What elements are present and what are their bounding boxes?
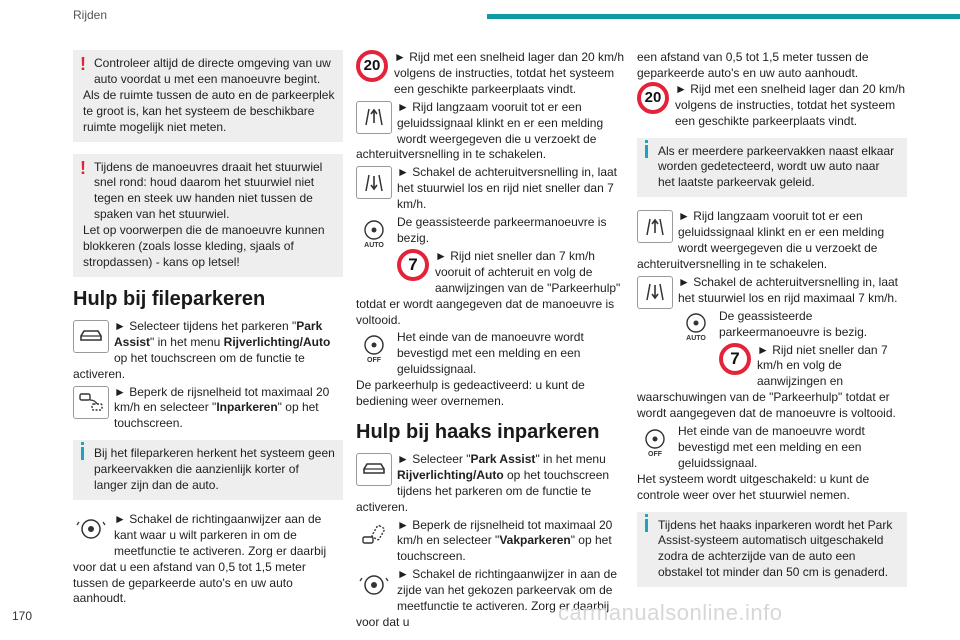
step: ► Selecteer "Park Assist" in het menu Rijverlichting/Auto op het touchscreen tijdens het parkeren om de functie te activeren. — [356, 451, 610, 514]
section-label: Rijden — [73, 8, 108, 22]
step: 7 ► Rijd niet sneller dan 7 km/h en volg de aanwijzingen en waarschuwingen van de "Parkeerhulp" totdat er wordt aangegeven dat de manoeuvre is voltooid. — [637, 342, 896, 421]
info-icon — [81, 447, 84, 460]
warning-icon: ! — [80, 157, 86, 178]
step: ► Rijd langzaam vooruit tot er een geluidssignaal klinkt en er een melding wordt weergegeven die u verzoekt de achteruitversnelling in te schakelen. — [356, 99, 604, 162]
warning-icon: ! — [80, 54, 86, 74]
speed-limit-20-icon: 20 — [356, 50, 388, 82]
step: ► Rijd langzaam vooruit tot er een geluidssignaal klinkt en er een melding wordt weergegeven die u verzoekt de achteruitversnelling in te schakelen. — [637, 209, 885, 271]
info-icon — [645, 145, 648, 158]
step: AUTO De geassisteerde parkeermanoeuvre is bezig. — [356, 215, 626, 247]
forward-arrow-icon — [637, 210, 673, 243]
step: 20 ► Rijd met een snelheid lager dan 20 km/h volgens de instructies, totdat het systeem een geschikte parkeerplaats vindt. — [356, 50, 626, 98]
auto-off-icon — [637, 425, 673, 458]
step: ► Beperk de rijsnelheid tot maximaal 20 km/h en selecteer "Vakparkeren" op het touchscreen. — [356, 518, 626, 566]
car-icon — [73, 320, 109, 353]
speed-limit-7-icon: 7 — [719, 343, 751, 375]
column-3: een afstand van 0,5 tot 1,5 meter tussen de geparkeerde auto's en uw auto aanhoudt. 20 ► Rijd met een snelheid lager dan 20 km/h volgens de instructies, totdat het systeem een geschikte parkeerplaats vindt. Als er meerdere parkeervakken naast elkaar worden gedetecteerd, wordt uw auto naar het laatste parkeervak geleid. ► Rijd langzaam vooruit tot er een geluidssignaal klinkt en er een melding wordt weergegeven die u verzoekt de achteruitversnelling in te schakelen. ► Schakel de achteruitversnelling in, laat het stuurwiel los en rijd maximaal 7 km/h. AUTO De geassisteerde parkeermanoeuvre is bezig. 7 ► Rijd niet sneller dan 7 km/h en volg de aanwijzingen en waarschuwingen van de "Parkeerhulp" totdat er wordt aangegeven dat de manoeuvre is voltooid. OFF Het einde van de manoeuvre wordt bevestigd met een melding en een geluidssignaal. Het systeem wordt uitgeschakeld: u kunt de controle weer over het stuurwiel nemen. Tijdens het haaks inparkeren wordt het Park Assist-systeem automatisch uitgeschakeld zodra de achterzijde van de auto een obstakel tot minder dan 50 cm is genaderd. — [637, 50, 907, 593]
step: 7 ► Rijd niet sneller dan 7 km/h vooruit of achteruit en volg de aanwijzingen van de "Parkeerhulp" totdat er wordt aangegeven dat de manoeuvre is voltooid. — [356, 248, 621, 327]
svg-text:OFF: OFF — [648, 450, 662, 457]
speed-limit-20-icon: 20 — [637, 82, 669, 114]
step: ► Beperk de rijsnelheid tot maximaal 20 km/h en selecteer "Inparkeren" op het touchscreen. — [73, 385, 343, 433]
step: ► Schakel de achteruitversnelling in, laat het stuurwiel los en rijd niet sneller dan 7 km/h. — [356, 165, 626, 213]
auto-off-icon — [356, 331, 392, 364]
info-box: Bij het fileparkeren herkent het systeem geen parkeervakken die aanzienlijk korter of langer zijn dan de auto. — [73, 440, 343, 500]
step: ► Schakel de achteruitversnelling in, laat het stuurwiel los en rijd maximaal 7 km/h. — [637, 275, 907, 307]
step: ► Selecteer tijdens het parkeren "Park Assist" in het menu Rijverlichting/Auto op het touchscreen om de functie te activeren. — [73, 318, 331, 381]
step: 20 ► Rijd met een snelheid lager dan 20 km/h volgens de instructies, totdat het systeem een geschikte parkeerplaats vindt. — [637, 82, 907, 130]
bay-parking-icon — [356, 519, 392, 552]
step: AUTO De geassisteerde parkeermanoeuvre is bezig. — [637, 309, 907, 341]
column-1 — [73, 50, 343, 609]
column-2 — [356, 50, 626, 633]
parallel-parking-icon — [73, 386, 109, 419]
step: ► Schakel de richtingaanwijzer aan de kant waar u wilt parkeren in om de meetfunctie te activeren. Zorg er daarbij voor dat u een afstand van 0,5 tot 1,5 meter tussen de geparkeerde auto's en uw auto aanhoudt. — [73, 511, 327, 606]
info-box: Tijdens het haaks inparkeren wordt het Park Assist-systeem automatisch uitgeschakeld zodra de achterzijde van de auto een obstakel tot minder dan 50 cm is genaderd. — [637, 512, 907, 588]
speed-limit-7-icon: 7 — [397, 249, 429, 281]
step: OFF Het einde van de manoeuvre wordt bevestigd met een melding en een geluidssignaal. De parkeerhulp is gedeactiveerd: u kunt de bediening weer overnemen. — [356, 330, 585, 409]
car-icon — [356, 453, 392, 486]
step: OFF Het einde van de manoeuvre wordt bevestigd met een melding en een geluidssignaal. Het systeem wordt uitgeschakeld: u kunt de controle weer over het stuurwiel nemen. — [637, 424, 870, 502]
svg-text:AUTO: AUTO — [364, 241, 384, 248]
header-rule — [487, 14, 960, 19]
step: ► Schakel de richtingaanwijzer in aan de zijde van het gekozen parkeervak om de meetfunctie te activeren. Zorg er daarbij voor dat u — [356, 567, 618, 629]
info-box: Als er meerdere parkeervakken naast elkaar worden gedetecteerd, wordt uw auto naar het laatste parkeervak geleid. — [637, 138, 907, 198]
heading-haaks-inparkeren: Hulp bij haaks inparkeren — [356, 420, 600, 443]
turn-signal-icon — [73, 513, 109, 546]
auto-steering-icon — [356, 216, 392, 249]
svg-text:OFF: OFF — [367, 356, 381, 363]
reverse-arrow-icon — [637, 276, 673, 309]
page-number: 170 — [12, 609, 33, 623]
heading-fileparkeren: Hulp bij fileparkeren — [73, 287, 266, 310]
svg-text:AUTO: AUTO — [686, 335, 706, 342]
auto-steering-icon — [678, 310, 714, 343]
warning-box: ! Tijdens de manoeuvres draait het stuurwiel snel rond: houd daarom het stuurwiel niet tegen en steek uw handen niet tussen de spaken van het stuurwiel. Let op voorwerpen die de manoeuvre kunnen blokkeren (zoals losse kleding, sjaals of stropdassen) - kans op letsel! — [73, 154, 343, 277]
forward-arrow-icon — [356, 101, 392, 134]
reverse-arrow-icon — [356, 166, 392, 199]
info-icon — [645, 519, 648, 532]
watermark: carmanualsonline.info — [558, 600, 783, 625]
turn-signal-icon — [356, 568, 392, 601]
warning-box: ! Controleer altijd de directe omgeving van uw auto voordat u met een manoeuvre begint. Als de ruimte tussen de auto en de parkeerplek te groot is, kan het systeem de beschikbare ruimte mogelijk niet meten. — [73, 50, 343, 142]
